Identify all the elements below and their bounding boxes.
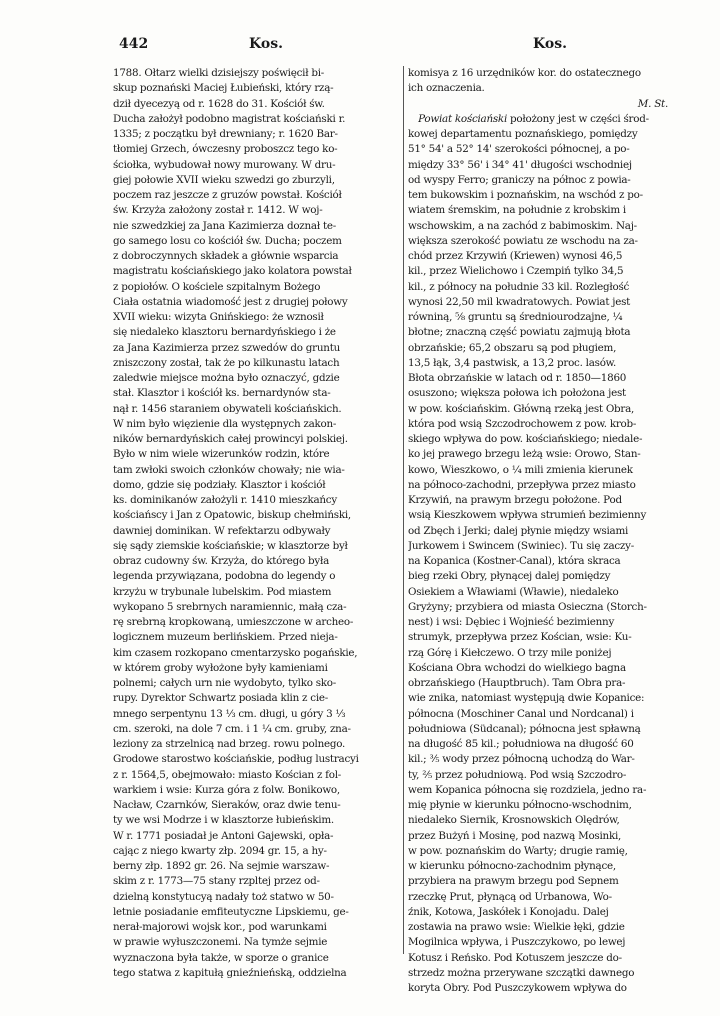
text-line: tem bukowskim i poznańskim, na wschód z po- — [408, 189, 643, 201]
text-line: od Zbęch i Jerki; dalej płynie między wsiami — [408, 524, 629, 537]
text-line: warkiem i wsie: Kurza góra z folw. Bonikowo, — [113, 783, 340, 796]
text-line: zniszczony został, tak że po kilkunastu latach — [113, 356, 340, 369]
text-line: z popiołów. O kościele szpitalnym Bożego — [113, 280, 321, 293]
text-line: przez Bużyń i Mosinę, pod nazwą Mosinki, — [408, 829, 622, 842]
text-line: 1788. Ołtarz wielki dzisiejszy poświęcił bi- — [113, 67, 325, 79]
text-line: 13,5 łąk, 3,4 pastwisk, a 13,2 proc. lasów. — [408, 356, 617, 369]
text-line: Jurkowem i Swincem (Swiniec). Tu się zaczy- — [408, 539, 634, 552]
text-line: wiatem śremskim, na południe z krobskim i — [408, 204, 626, 217]
text-line: cm. szeroki, na dole 7 cm. i 1 ¼ cm. gruby, zna- — [113, 722, 351, 735]
text-line: z dobroczynnych składek a głównie wsparcia — [113, 250, 339, 262]
text-line: poczem raz jeszcze z gruzów powstał. Kościół — [113, 189, 342, 201]
text-line: rę srebrną kropkowaną, umieszczone w archeo- — [113, 616, 354, 628]
text-line: Osiekiem a Wławiami (Wławie), niedaleko — [408, 585, 619, 598]
text-line: Mogilnica wpływa, i Puszczykowo, po lewej — [408, 936, 626, 949]
text-line: św. Krzyża założony został r. 1412. W woj- — [113, 204, 323, 217]
text-line: zostawia na prawo wsie: Wielkie łęki, gdzie — [408, 921, 625, 933]
text-line: chód przez Krzywiń (Kriewen) wynosi 46,5 — [408, 250, 623, 262]
text-line: rupy. Dyrektor Schwartz posiada klin z cie- — [113, 692, 329, 705]
author-signature: M. St. — [637, 97, 668, 110]
text-line: obraz cudowny św. Krzyża, do którego była — [113, 555, 330, 567]
left-column — [113, 66, 398, 981]
text-line: kowo, Wieszkowo, o ¼ mili zmienia kierunek — [408, 463, 633, 476]
text-line: skim z r. 1773—75 stany rzpltej przez od- — [113, 875, 320, 888]
text-line: Krzywiń, na prawym brzegu położone. Pod — [408, 494, 622, 506]
text-line: Gryżyny; przybiera od miasta Osieczna (Storch- — [408, 600, 647, 613]
text-line: w którem groby wyłożone były kamieniami — [113, 661, 328, 674]
text-line: ników bernardyńskich całej prowincyi polskiej. — [113, 433, 348, 445]
text-line: w pow. poznańskim do Warty; drugie ramię, — [408, 844, 628, 857]
text-line: leziony za strzelnicą nad brzeg. rowu polnego. — [113, 738, 346, 750]
text-line: ich oznaczenia. — [408, 82, 485, 95]
text-line: wschowskim, a na zachód z babimoskim. Naj- — [408, 219, 637, 232]
text-line: bieg rzeki Obry, płynącej dalej pomiędzy — [408, 570, 611, 583]
text-line: magistratu kościańskiego jako kolatora powstał — [113, 265, 352, 278]
text-line: ty, ⅖ przez południową. Pod wsią Szczodro- — [408, 768, 627, 781]
text-line: kil.; ⅗ wody przez północną uchodzą do War- — [408, 753, 635, 766]
text-line: Kotusz i Reńsko. Pod Kotuszem jeszcze do- — [408, 951, 622, 964]
text-line: obrzańskiego (Hauptbruch). Tam Obra pra- — [408, 677, 626, 689]
text-line: Powiat kościański położony jest w części środ- — [418, 112, 649, 125]
text-line: rzeczkę Prut, płynącą od Urbanowa, Wo- — [408, 890, 612, 903]
text-line: się sądy ziemskie kościańskie; w klasztorze był — [113, 539, 348, 552]
text-line: tłomiej Grzech, ówczesny proboszcz tego ko- — [113, 143, 338, 156]
text-line: tego statwa z kapitułą gnieźnieńską, oddzielna — [113, 966, 347, 979]
text-line: dził dyecezyą od r. 1628 do 31. Kościół św. — [113, 97, 325, 110]
text-line: za Jana Kazimierza przez szwedów do gruntu — [113, 341, 341, 354]
text-line: ściołka, wybudował nowy murowany. W dru- — [113, 158, 336, 171]
text-line: wynosi 22,50 mil kwadratowych. Powiat jest — [408, 295, 631, 308]
text-line: nest) i wsi: Dębiec i Wojnieść bezimienny — [408, 616, 615, 628]
text-line: go samego losu co kościół św. Ducha; poczem — [113, 234, 342, 247]
text-line: cając z niego kwarty złp. 2094 gr. 15, a hy- — [113, 844, 327, 857]
text-line: kim czasem rozkopano cmentarzysko pogańskie, — [113, 646, 358, 659]
text-line: strzedz można przerywane szczątki dawnego — [408, 966, 635, 979]
page-number: 442 — [119, 36, 149, 52]
running-head-left: Kos. — [249, 36, 283, 52]
text-line: w pow. kościańskim. Główną rzeką jest Obra, — [408, 402, 635, 415]
text-line: XVII wieku: wizyta Gnińskiego: że wznosił — [113, 311, 324, 323]
text-line: domo, gdzie się podziały. Klasztor i kościół — [113, 478, 326, 491]
text-line: południowa (Südcanal); północna jest spławną — [408, 722, 641, 735]
text-line: Ducha założył podobno magistrat kościański r. — [113, 112, 346, 125]
text-line: kil., z północy na południe 33 kil. Rozległość — [408, 280, 630, 293]
text-line: kil., przez Wielichowo i Czempiń tylko 34,5 — [408, 265, 624, 278]
text-line: dawniej dominikan. W refektarzu odbywały — [113, 524, 331, 537]
text-line: letnie posiadanie emfiteutyczne Lipskiemu, ge- — [113, 905, 349, 918]
right-column — [408, 66, 676, 996]
text-line: wsią Kieszkowem wpływa strumień bezimienny — [408, 509, 647, 522]
text-line: krzyżu w trybunale lubelskim. Pod miastem — [113, 585, 332, 598]
text-line: W nim było więzienie dla występnych zakon- — [113, 417, 337, 430]
text-line: koryta Obry. Pod Puszczykowem wpływa do — [408, 982, 627, 994]
text-line: w kierunku północno-zachodnim płynące, — [408, 860, 616, 872]
text-line: większa szerokość powiatu ze wschodu na za- — [408, 234, 638, 247]
text-line: źnik, Kotowa, Jaskółek i Konojadu. Dalej — [408, 905, 609, 918]
text-line: tam zwłoki swoich członków chowały; nie wia- — [113, 463, 345, 476]
text-line: na północo-zachodni, przepływa przez miasto — [408, 478, 636, 491]
text-line: stał. Klasztor i kościół ks. bernardynów sta- — [113, 387, 331, 400]
text-line: północna (Moschiner Canal und Nordcanal) i — [408, 707, 634, 720]
text-line: nie szwedzkiej za Jana Kazimierza doznał te- — [113, 219, 336, 232]
text-line: obrzańskie; 65,2 obszaru są pod pługiem, — [408, 341, 617, 354]
text-line: mię płynie w kierunku północno-wschodnim, — [408, 799, 632, 811]
page-header — [115, 36, 675, 58]
text-line: osuszono; większa połowa ich położona jest — [408, 387, 626, 400]
text-line: ko jej prawego brzegu leżą wsie: Orowo, Stan- — [408, 448, 641, 461]
text-line: kościańscy i Jan z Opatowic, biskup chełmiński, — [113, 509, 351, 522]
text-line: wem Kopanica północna się rozdziela, jedno ra- — [408, 783, 647, 796]
text-line: 51° 54' a 52° 14' szerokości północnej, a po- — [408, 143, 630, 156]
text-line: błotne; znaczną część powiatu zajmują błota — [408, 326, 631, 339]
text-line: mnego serpentynu 13 ⅓ cm. długi, u góry 3 ⅓ — [113, 707, 346, 720]
text-line: Grodowe starostwo kościańskie, podług lustracyi — [113, 753, 359, 766]
text-line: od wyspy Ferro; graniczy na północ z powia- — [408, 173, 631, 186]
text-line: na Kopanica (Kostner-Canal), która skraca — [408, 555, 621, 567]
text-line: wyznaczona była także, w sporze o granice — [113, 951, 329, 964]
text-line: zaledwie miejsce można było oznaczyć, gdzie — [113, 372, 340, 384]
text-line: giej połowie XVII wieku szwedzi go zburzyli, — [113, 173, 335, 186]
text-line: skiego wpływa do pow. kościańskiego; niedale- — [408, 433, 643, 445]
text-line: równiną, ⅝ gruntu są średniourodzajne, ¼ — [408, 311, 623, 323]
text-line: w prawie wyłuszczonemi. Na tymże sejmie — [113, 936, 328, 949]
running-head-right: Kos. — [533, 36, 567, 52]
text-line: rzą Górę i Kiełczewo. O trzy mile poniżej — [408, 646, 612, 659]
text-line: logicznem muzeum berlińskiem. Przed nieja- — [113, 631, 338, 644]
text-line: W r. 1771 posiadał je Antoni Gajewski, opła- — [113, 829, 334, 842]
text-line: przybiera na prawym brzegu pod Sepnem — [408, 875, 619, 888]
text-line: nął r. 1456 staraniem obywateli kościańskich. — [113, 402, 342, 415]
text-line: Nacław, Czarnków, Sieraków, oraz dwie tenu- — [113, 799, 341, 811]
text-line: kowej departamentu poznańskiego, pomiędzy — [408, 128, 638, 140]
text-line: Ciała ostatnia wiadomość jest z drugiej połowy — [113, 295, 348, 308]
text-line: Było w nim wiele wizerunków rodzin, które — [113, 448, 330, 461]
text-line: niedaleko Siernik, Krosnowskich Olędrów, — [408, 814, 620, 827]
text-line: między 33° 56' i 34° 41' długości wschodniej — [408, 158, 632, 171]
text-line: strumyk, przepływa przez Kościan, wsie: Ku- — [408, 631, 632, 644]
text-line: Kościana Obra wchodzi do wielkiego bagna — [408, 661, 626, 674]
text-line: nerał-majorowi wojsk kor., pod warunkami — [113, 921, 327, 933]
text-line: komisya z 16 urzędników kor. do ostatecznego — [408, 67, 641, 79]
text-line: legenda przywiązana, podobna do legendy o — [113, 570, 336, 583]
text-line: dzielną konstytucyą nadały toż statwo w 50- — [113, 890, 334, 903]
text-line: wie znika, natomiast występują dwie Kopanice: — [408, 692, 645, 705]
text-line: polnemi; całych urn nie wydobyto, tylko sko- — [113, 677, 337, 689]
text-line: z r. 1564,5, obejmowało: miasto Kościan z fol- — [113, 768, 342, 781]
text-line: ty we wsi Modrze i w klasztorze łubieńskim. — [113, 814, 334, 827]
text-line: się niedaleko klasztoru bernardyńskiego i że — [113, 326, 336, 339]
text-line: Błota obrzańskie w latach od r. 1850—1860 — [408, 372, 627, 384]
text-line: ks. dominikanów założyli r. 1410 mieszkańcy — [113, 494, 337, 506]
text-line: berny złp. 1892 gr. 26. Na sejmie warszaw- — [113, 860, 330, 872]
text-line: wykopano 5 srebrnych naramiennic, małą cza- — [113, 600, 347, 613]
column-divider — [403, 66, 404, 954]
text-line: 1335; z początku był drewniany; r. 1620 Bar- — [113, 128, 338, 140]
text-line: która pod wsią Szczodrochowem z pow. krob- — [408, 417, 637, 430]
text-line: na długość 85 kil.; południowa na długość 60 — [408, 738, 634, 750]
text-line: skup poznański Maciej Łubieński, który rzą- — [113, 82, 334, 95]
